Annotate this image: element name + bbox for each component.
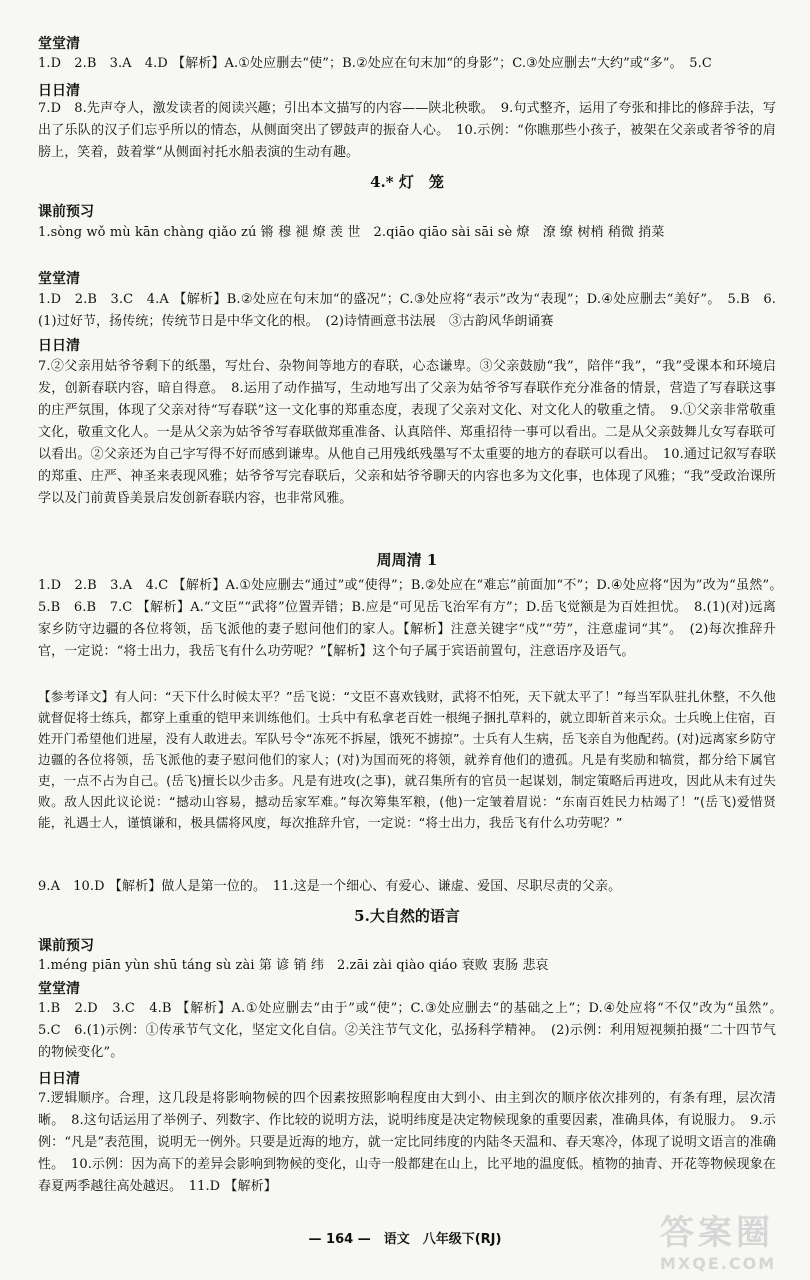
answer-paragraph: 1.D 2.B 3.A 4.D 【解析】A.①处应删去“使”；B.②处应在句末加“的身影”；C.③处应删去“大约”或“多”。 5.C [38,56,712,71]
lesson-title: 周周清 1 [376,551,438,569]
answer-paragraph: 1.D 2.B 3.A 4.C 【解析】A.①处应删去“通过”或“使得”；B.②处应在“难忘”前面加“不”；D.④处应将“因为”改为“虽然”。 5.B 6.B 7.C 【解析】A.“文臣”“武将”位置弄错；B.应是“可见岳飞治军有方”；D.岳飞觉额是为百姓担忧。 8.(1)(对)远离家乡防守边疆的各位将领，岳飞派他的妻子慰问他们的家人。【解析】注意关键字“戍”“劳”，注意虚词“其”。 (2)每次推辞升官，一定说：“将士出力，我岳飞有什么功劳呢？”【解析】这个句子属于宾语前置句，注意语序及语气。 [38,578,790,659]
answer-paragraph: 1.sòng wǒ mù kān chàng qiǎo zú 锵 穆 褪 燎 羡 世 2.qiāo qiāo sài sāi sè 燎 潦 缭 树梢 稍微 捎菜 [38,225,665,240]
answer-paragraph: 1.D 2.B 3.C 4.A 【解析】B.②处应在句末加“的盛况”；C.③处应将“表示”改为“表现”；D.④处应删去“美好”。 5.B 6.(1)过好节，扬传统；传统节日是中华文化的根。 (2)诗情画意书法展 ③古韵风华朗诵赛 [38,292,776,329]
section-heading: 堂堂清 [38,36,80,52]
watermark-text: 答案圈 [660,1213,774,1253]
section-heading: 课前预习 [38,204,94,220]
section-heading: 日日清 [38,83,80,99]
translation-paragraph: 【参考译文】有人问：“天下什么时候太平？”岳飞说：“文臣不喜欢钱财，武将不怕死，天下就太平了！”每当军队驻扎休整，不久他就督促将士练兵，都穿上重重的铠甲来训练他们。士兵中有私拿老百姓一根绳子捆扎草料的，就立即斩首来示众。士兵晚上住宿，百姓开门希望他们进屋，没有人敢进去。军队号令“冻死不拆屋，饿死不掳掠”。士兵有人生病，岳飞亲自为他配药。(对)远离家乡防守边疆的各位将领，岳飞派他的妻子慰问他们的家人；(对)为国而死的将领，就养育他们的遗孤。凡是有奖励和犒赏，都分给下属官吏，一点不占为自己。(岳飞)擅长以少击多。凡是有进攻(之事)，就召集所有的官员一起谋划，制定策略后再进攻，因此从未有过失败。敌人因此议论说：“撼动山容易，撼动岳家军难。”每次筹集军粮，(他)一定皱着眉说：“东南百姓民力枯竭了！”(岳飞)爱惜贤能，礼遇士人，谨慎谦和，极具儒将风度，每次推辞升官，一定说：“将士出力，我岳飞有什么功劳呢？” [38,689,776,830]
answer-paragraph: 7.逻辑顺序。合理，这几段是将影响物候的四个因素按照影响程度由大到小、由主到次的顺序依次排列的，有条有理，层次清晰。 8.这句话运用了举例子、列数字、作比较的说明方法，说明纬度是决定物候现象的重要因素，准确具体，有说服力。 9.示例：“凡是”表范围，说明无一例外。只要是近海的地方，就一定比同纬度的内陆冬天温和、春天寒冷，体现了说明文语言的准确性。 10.示例：因为高下的差异会影响到物候的变化，山寺一般都建在山上，比平地的温度低。植物的抽青、开花等物候现象在春夏两季越往高处越迟。 11.D 【解析】 [38,1091,776,1194]
section-heading: 堂堂清 [38,271,80,287]
lesson-title: 5.大自然的语言 [354,907,460,925]
answer-paragraph: 9.A 10.D 【解析】做人是第一位的。 11.这是一个细心、有爱心、谦虚、爱国、尽职尽责的父亲。 [38,879,622,894]
section-heading: 日日清 [38,338,80,354]
page-footer: — 164 — 语文 八年级下(RJ) [308,1232,502,1247]
section-heading: 堂堂清 [38,981,80,997]
watermark-logo [660,1205,800,1275]
answer-paragraph: 7.②父亲用姑爷爷剩下的纸墨，写灶台、杂物间等地方的春联，心态谦卑。③父亲鼓励“我”，陪伴“我”，“我”受课本和环境启发，创新春联内容，暗自得意。 8.运用了动作描写，生动地写出了父亲为姑爷爷写春联作充分准备的情景，营造了写春联这事的庄严氛围，体现了父亲对待“写春联”这一文化事的郑重态度，表现了父亲对文化、对文化人的敬重之情。 9.①父亲非常敬重文化，敬重文化人。一是从父亲为姑爷爷写春联做郑重准备、认真陪伴、郑重招待一事可以看出。二是从父亲鼓舞儿女写春联可以看出。②父亲还为自己字写得不好而感到谦卑。从他自己用残纸残墨写不太重要的地方的春联可以看出。 10.通过记叙写春联的郑重、庄严、神圣来表现风雅；姑爷爷写完春联后，父亲和姑爷爷聊天的内容也多为文化事，也体现了风雅；“我”受政治课所学以及门前黄昏美景启发创新春联内容，也非常风雅。 [38,359,776,506]
section-heading: 日日清 [38,1071,80,1087]
section-heading: 课前预习 [38,938,94,954]
answer-paragraph: 1.méng piān yùn shū táng sù zài 第 谚 销 纬 2.zāi zài qiào qiáo 衰败 衷肠 悲哀 [38,958,549,973]
answer-paragraph: 1.B 2.D 3.C 4.B 【解析】A.①处应删去“由于”或“使”；C.③处应删去“的基础之上”；D.④处应将“不仅”改为“虽然”。 5.C 6.(1)示例：①传承节气文化，坚定文化自信。②关注节气文化，弘扬科学精神。 (2)示例：利用短视频拍摄“二十四节气的物候变化”。 [38,1001,790,1060]
watermark-url: MXQE.COM [660,1254,777,1273]
answer-paragraph: 7.D 8.先声夺人，激发读者的阅读兴趣；引出本文描写的内容——陕北秧歌。 9.句式整齐，运用了夸张和排比的修辞手法，写出了乐队的汉子们忘乎所以的情态，从侧面突出了锣鼓声的振奋人心。 10.示例：“你瞧那些小孩子，被架在父亲或者爷爷的肩膀上，笑着，鼓着掌”从侧面衬托水船表演的生动有趣。 [38,101,776,160]
lesson-title: 4.* 灯 笼 [370,173,444,191]
